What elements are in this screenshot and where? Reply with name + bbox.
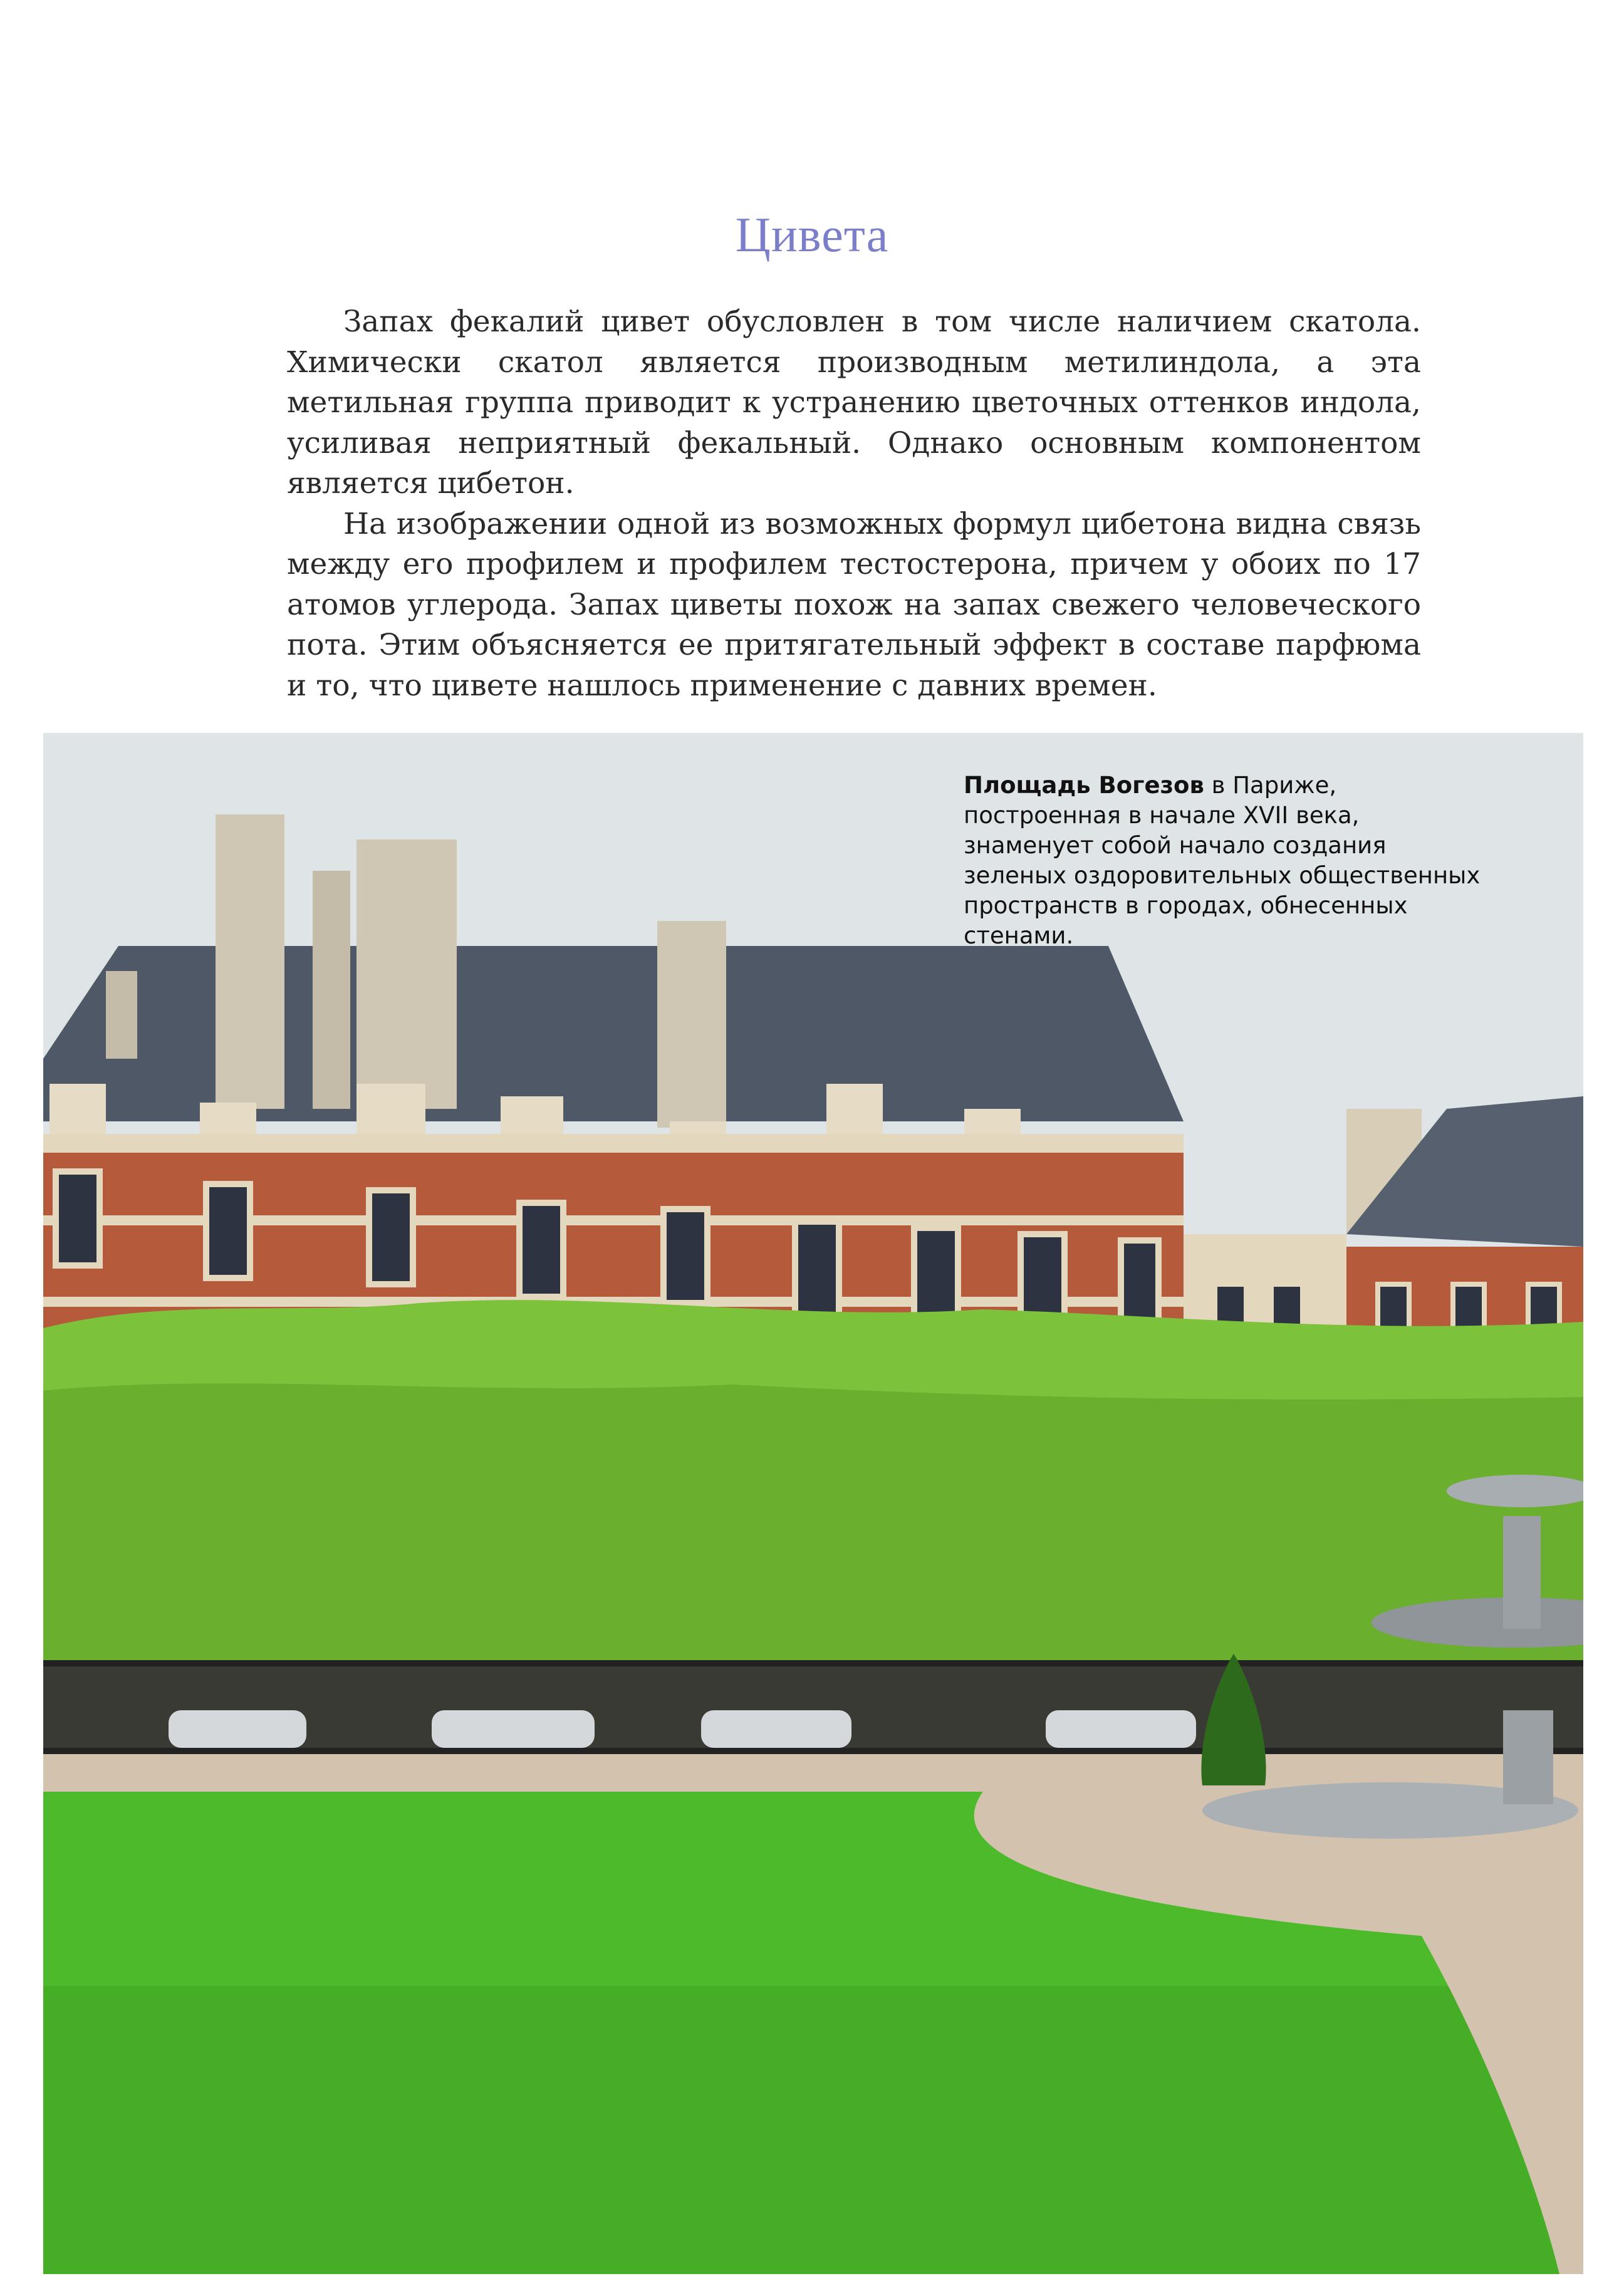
paragraph: На изображении одной из возможных формул цибетона видна связь между его профилем и профилем тестостерона, причем у обоих по 17 атомов углерода. Запах циветы похож на запах свежего человеческого пота. Этим объясняется ее притягательный эффект в составе парфюма и то, что цивете нашлось применение с давних времен. xyxy=(287,506,1421,703)
fountain-column xyxy=(1503,1710,1553,1804)
article-text xyxy=(287,302,1421,706)
caption-title: Площадь Вогезов xyxy=(964,772,1204,799)
page-title: Цивета xyxy=(735,207,889,262)
trees-shadow xyxy=(43,1383,1583,1666)
chimney xyxy=(657,921,726,1128)
caption-text: в Париже, построенная в начале XVII века, знаменует собой начало создания зеленых оздоровительных общественных пространств в городах, обнесенных стенами. xyxy=(964,772,1481,949)
paragraph: Запах фекалий цивет обусловлен в том числе наличием скатола. Химически скатол является производным метилиндола, а эта метильная группа приводит к устранению цветочных оттенков индола, усиливая неприятный фекальный. Однако основным компонентом является цибетон. xyxy=(287,304,1421,501)
photo-caption xyxy=(964,771,1484,951)
place-des-vosges-photo xyxy=(43,733,1583,2274)
chimney xyxy=(106,971,137,1059)
roof xyxy=(43,946,1184,1121)
chimney xyxy=(357,839,457,1109)
chimney xyxy=(313,871,350,1109)
lawn-shadow xyxy=(43,1986,1559,2274)
chimney xyxy=(216,814,284,1109)
